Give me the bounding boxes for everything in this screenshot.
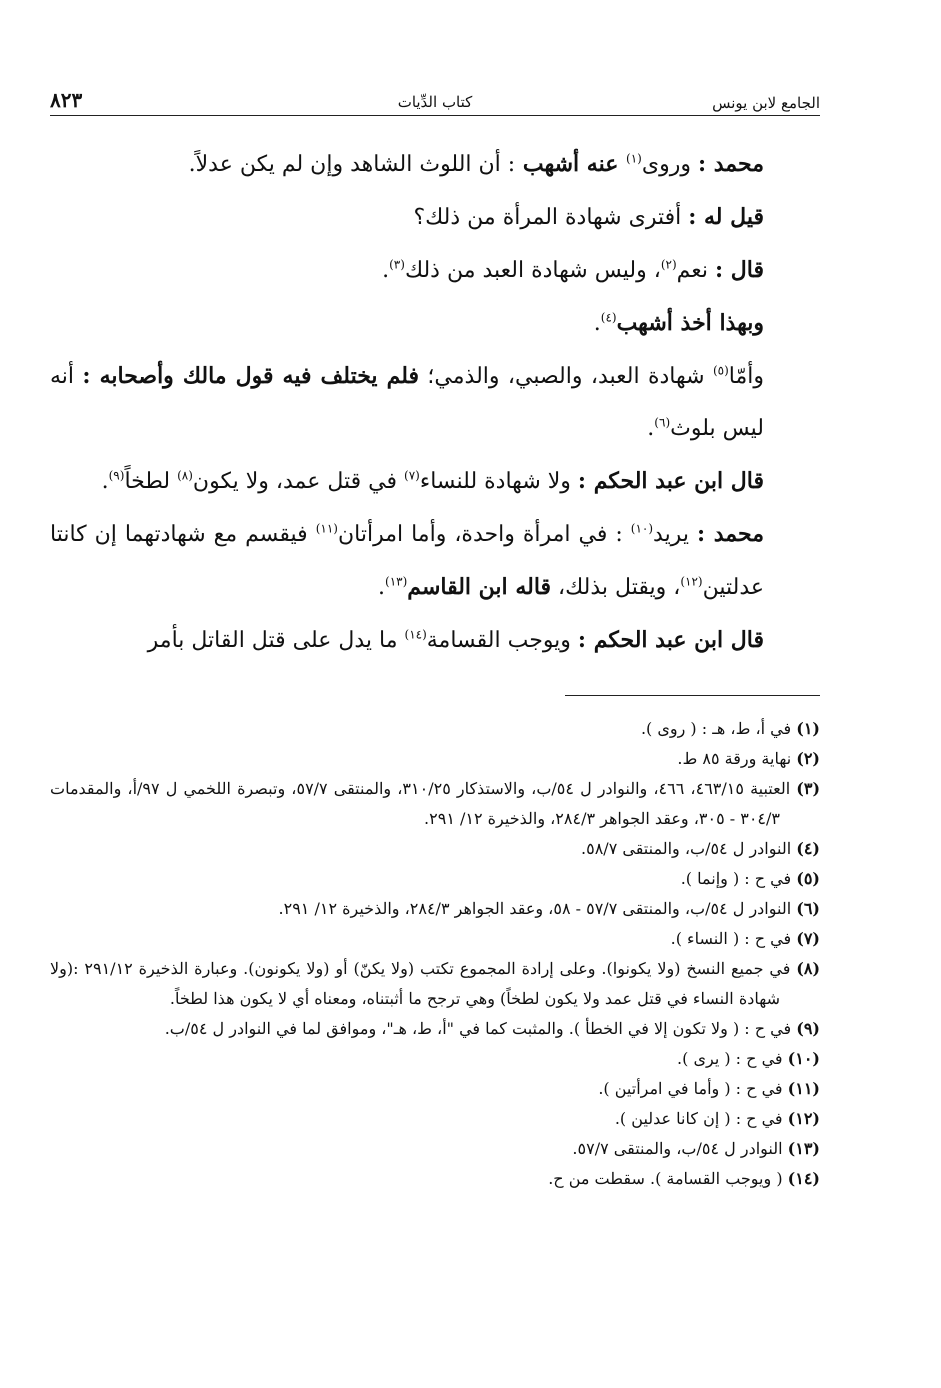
speaker-label: قال : (715, 257, 764, 283)
footnote-ref: (١٣) (385, 574, 408, 589)
footnote-ref: (١١) (315, 521, 338, 536)
footnote-ref: (٤) (600, 310, 617, 325)
book-page (50, 0, 820, 1388)
speaker-label: وبهذا أخذ أشهب (616, 310, 764, 336)
paragraph-4: وبهذا أخذ أشهب$^{(٤)}$. (593, 310, 764, 336)
speaker-label: محمد : (697, 151, 764, 177)
footnote: (٨) في جميع النسخ (ولا يكونوا). وعلى إرادة المجموع تكتب (ولا يكنّ) أو (ولا يكونون). وعبارة الذخيرة ٢٩١/١٢ :(ولا شهادة النساء في قتل عمد ولا يكون لطخاً) وهي ترجح ما أثبتناه، ومعناه أي لا يكون هذا لطخاً. (50, 959, 821, 1008)
footnote: (١٠) في ح : ( يرى ). (677, 1049, 820, 1068)
header-book-title: الجامع لابن يونس (712, 94, 820, 112)
footnote-ref: (٦) (654, 415, 671, 430)
footnote-ref: (٨) (177, 468, 193, 483)
footnote-divider (565, 695, 820, 696)
footnote: (٧) في ح : ( النساء ). (670, 929, 820, 948)
footnote: (٢) نهاية ورقة ٨٥ ط. (677, 749, 820, 768)
footnote-ref: (١٢) (680, 574, 703, 589)
footnote: (١٣) النوادر ل ٥٤/ب، والمنتقى ٥٧/٧. (572, 1139, 820, 1158)
paragraph-2: قيل له : أفترى شهادة المرأة من ذلك؟ (413, 204, 764, 230)
paragraph-6: قال ابن عبد الحكم : ولا شهادة للنساء$^{(٧)}$ في قتل عمد، ولا يكون$^{(٨)}$ لطخاً$^{(٩)}$. (101, 468, 764, 494)
page-number: ٨٢٣ (50, 88, 83, 112)
footnote: (٣) العتبية ٤٦٣/١٥، ٤٦٦، والنوادر ل ٥٤/ب، والاستذكار ٣١٠/٢٥، والمنتقى ٥٧/٧، وتبصرة اللخمي ل ٩٧/أ، والمقدمات ٣٠٤/٣ - ٣٠٥، وعقد الجواهر ٢٨٤/٣، والذخيرة ١٢/ ٢٩١. (50, 779, 821, 828)
footnote: (١) في أ، ط، هـ : ( روى ). (640, 719, 820, 738)
footnote-ref: (٢) (660, 257, 677, 272)
footnotes (50, 714, 820, 1194)
paragraph-1: محمد : وروى$^{(١)}$ عنه أشهب : أن اللوث الشاهد وإن لم يكن عدلاً. (188, 151, 764, 177)
footnote-ref: (٧) (404, 468, 420, 483)
footnote-ref: (١) (626, 151, 642, 166)
speaker-label: محمد : (696, 521, 764, 547)
speaker-label: قال ابن عبد الحكم : (577, 627, 764, 653)
running-header (50, 82, 820, 116)
footnote-ref: (٩) (108, 468, 125, 483)
footnote-ref: (٥) (712, 363, 729, 378)
footnote: (١١) في ح : ( وأما في امرأتين ). (598, 1079, 820, 1098)
footnote-ref: (١٠) (630, 521, 654, 536)
paragraph-7: محمد : يريد$^{(١٠)}$ : في امرأة واحدة، وأما امرأتان$^{(١١)}$ فيقسم مع شهادتهما إن كانتا عدلتين$^{(١٢)}$، ويقتل بذلك، قاله ابن القاسم$^{(١٣)}$. (50, 521, 764, 600)
footnote: (١٤) ( ويوجب القسامة ). سقطت من ح. (548, 1169, 820, 1188)
footnote: (٦) النوادر ل ٥٤/ب، والمنتقى ٥٧/٧ - ٥٨، وعقد الجواهر ٢٨٤/٣، والذخيرة ١٢/ ٢٩١. (278, 899, 820, 918)
header-chapter-title: كتاب الدِّيات (397, 93, 473, 111)
footnote: (٥) في ح : ( وإنما ). (680, 869, 820, 888)
paragraph-8: قال ابن عبد الحكم : ويوجب القسامة$^{(١٤)}$ ما يدل على قتل القاتل بأمر (147, 627, 764, 653)
footnote: (٤) النوادر ل ٥٤/ب، والمنتقى ٥٨/٧. (581, 839, 820, 858)
footnote: (١٢) في ح : ( إن كانا عدلين ). (614, 1109, 820, 1128)
footnote-ref: (١٤) (404, 627, 427, 642)
speaker-label: قال ابن عبد الحكم : (577, 468, 764, 494)
paragraph-3: قال : نعم$^{(٢)}$، وليس شهادة العبد من ذلك$^{(٣)}$. (382, 257, 764, 283)
footnote-ref: (٣) (389, 257, 405, 272)
footnote: (٩) في ح : ( ولا تكون إلا في الخطأ ). والمثبت كما في "أ، ط، هـ"، وموافق لما في النوادر ل ٥٤/ب. (164, 1019, 820, 1038)
paragraph-5: وأمّا$^{(٥)}$ شهادة العبد، والصبي، والذمي؛ فلم يختلف فيه قول مالك وأصحابه : أنه ليس بلوث$^{(٦)}$. (50, 363, 764, 441)
speaker-label: قيل له : (688, 204, 764, 230)
main-text (50, 138, 820, 667)
